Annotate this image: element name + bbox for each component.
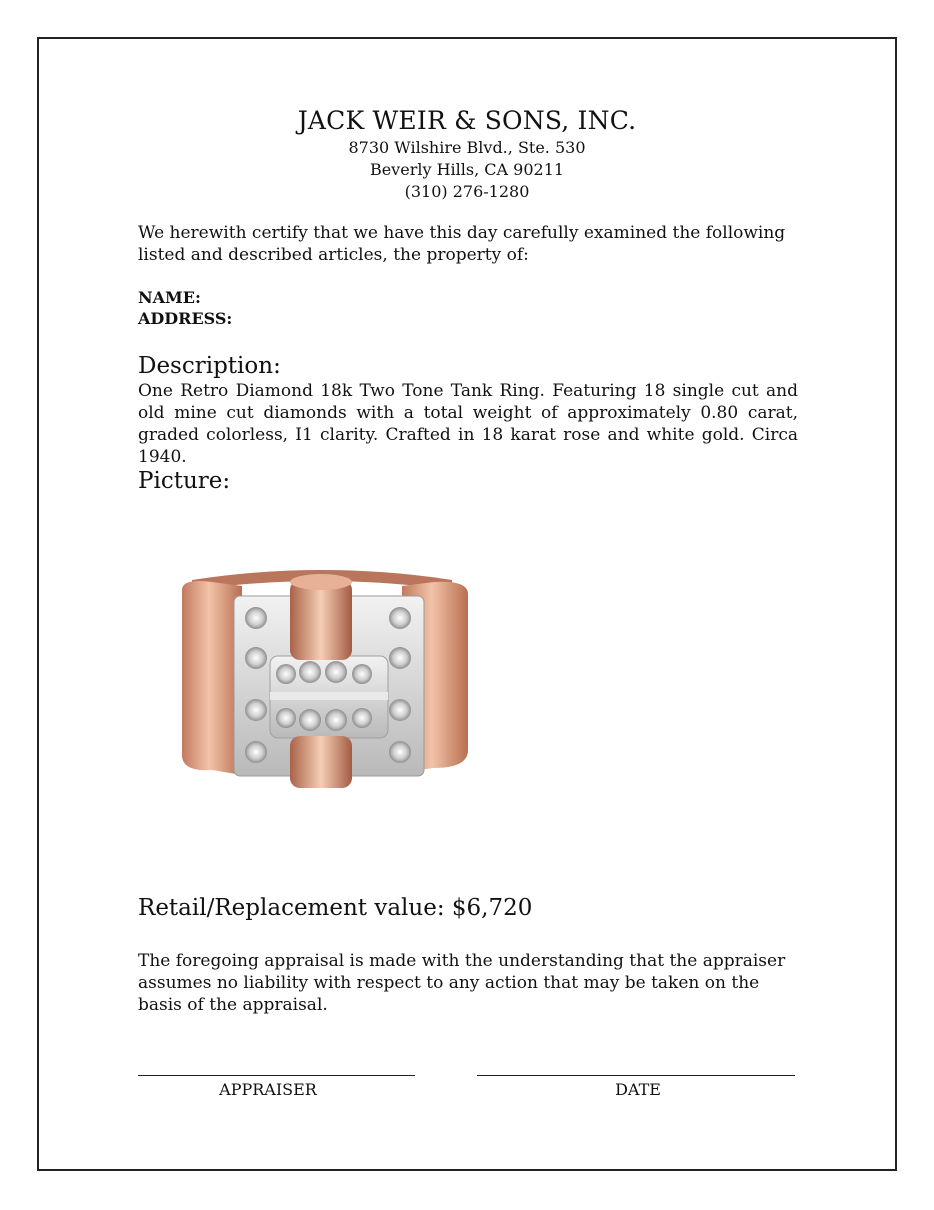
description-text: One Retro Diamond 18k Two Tone Tank Ring. Featuring 18 single cut and old mine cut diamonds with a total weight of approximately 0.80 carat, graded colorless, I1 clarity. Crafted in 18 karat rose and white gold. Circa 1940. bbox=[138, 381, 798, 467]
appraiser-label: APPRAISER bbox=[219, 1080, 317, 1099]
disclaimer-text: The foregoing appraisal is made with the understanding that the appraiser assumes no liability with respect to any action that may be taken on the basis of the appraisal. bbox=[138, 951, 786, 1015]
certification-intro: We herewith certify that we have this day carefully examined the following listed and described articles, the property of: bbox=[138, 223, 786, 265]
address-line-1: 8730 Wilshire Blvd., Ste. 530 bbox=[348, 138, 586, 157]
letterhead bbox=[0, 105, 934, 203]
date-signature-line bbox=[477, 1075, 795, 1076]
phone-number: (310) 276-1280 bbox=[404, 182, 530, 201]
company-name: JACK WEIR & SONS, INC. bbox=[297, 106, 637, 135]
name-label: NAME: bbox=[138, 288, 201, 307]
appraiser-signature-line bbox=[138, 1075, 415, 1076]
picture-title: Picture: bbox=[138, 468, 231, 494]
date-label: DATE bbox=[615, 1080, 661, 1099]
description-title: Description: bbox=[138, 353, 281, 379]
owner-fields bbox=[138, 287, 798, 329]
retail-value: Retail/Replacement value: $6,720 bbox=[138, 895, 533, 921]
ring-picture bbox=[172, 560, 472, 800]
address-label: ADDRESS: bbox=[138, 309, 233, 328]
address-line-2: Beverly Hills, CA 90211 bbox=[369, 160, 565, 179]
